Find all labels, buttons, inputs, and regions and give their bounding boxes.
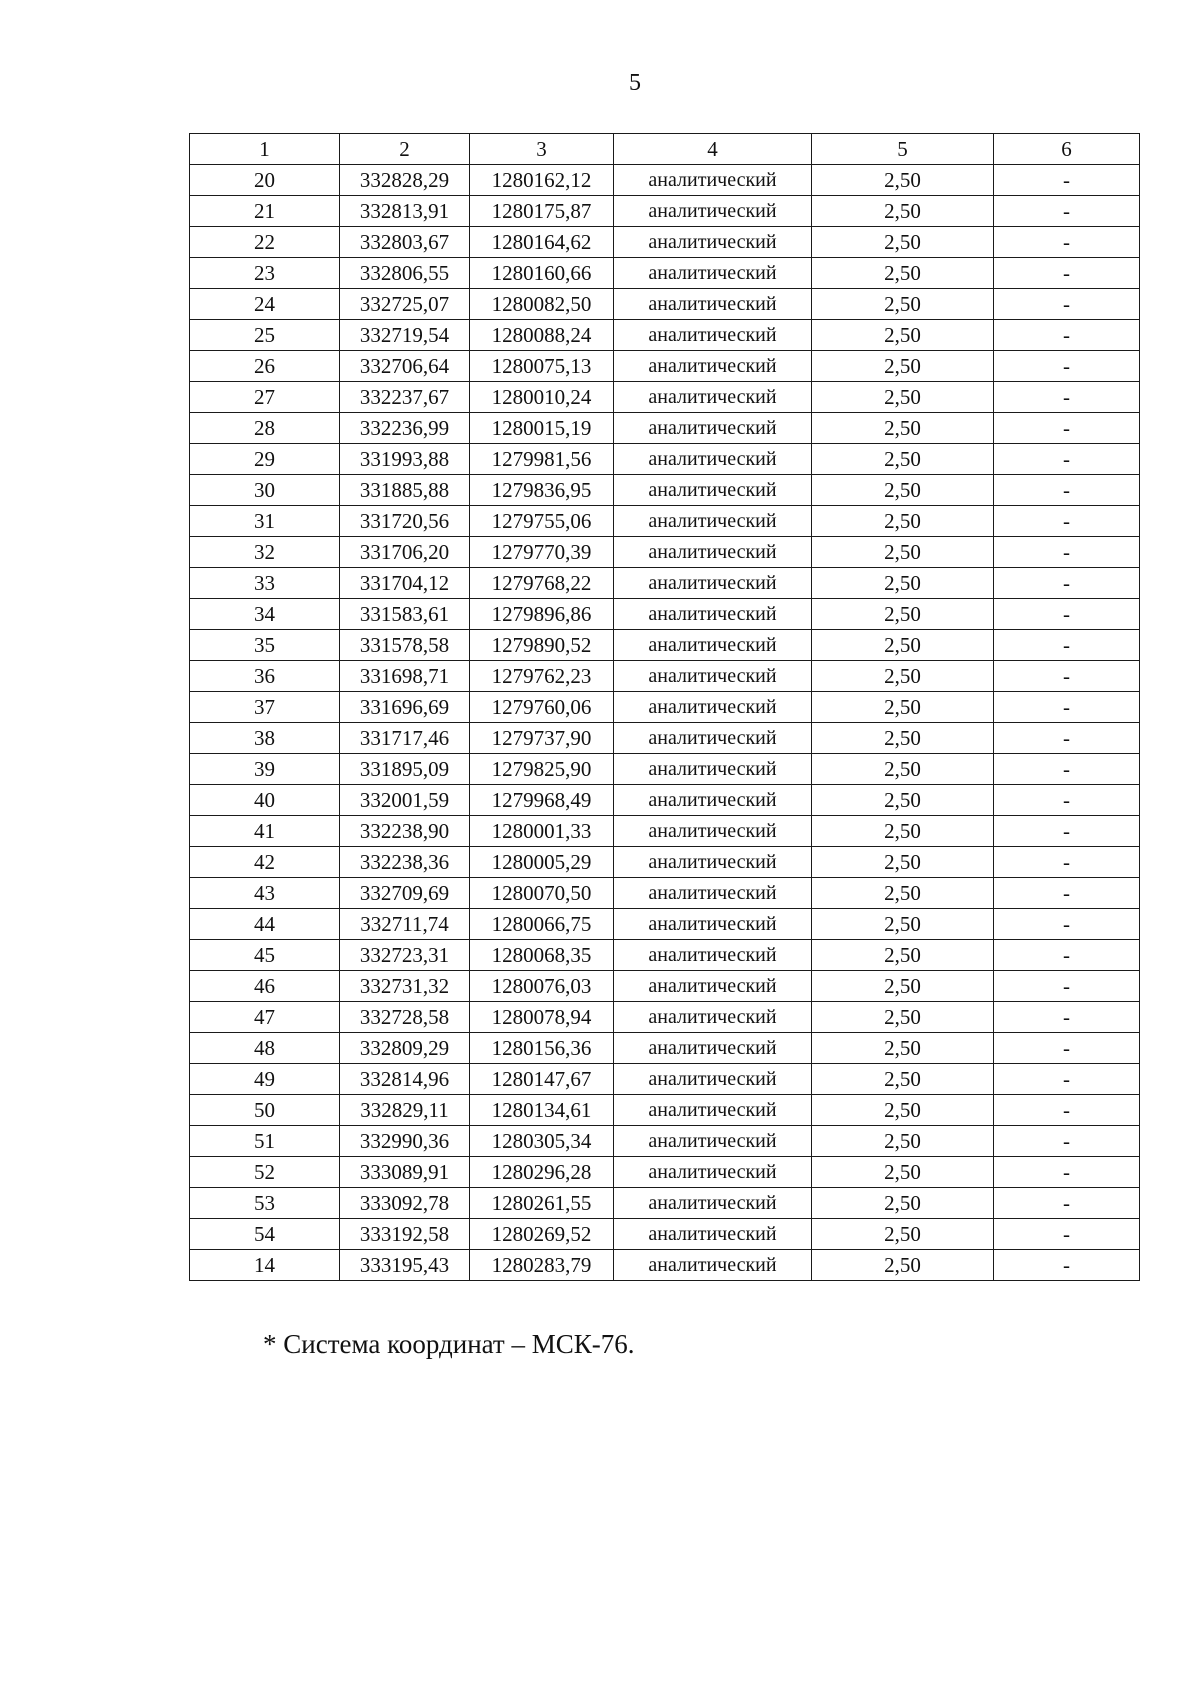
table-row (190, 475, 1140, 506)
point-number-cell: 22 (190, 227, 340, 258)
column-header-2: 2 (340, 134, 470, 165)
y-coordinate-cell: 1279968,49 (470, 785, 614, 816)
note-cell: - (994, 692, 1140, 723)
table-row (190, 816, 1140, 847)
y-coordinate-cell: 1280175,87 (470, 196, 614, 227)
x-coordinate-cell: 332236,99 (340, 413, 470, 444)
accuracy-cell: 2,50 (812, 661, 994, 692)
table-row (190, 1157, 1140, 1188)
accuracy-cell: 2,50 (812, 630, 994, 661)
table-row (190, 971, 1140, 1002)
x-coordinate-cell: 331696,69 (340, 692, 470, 723)
x-coordinate-cell: 332803,67 (340, 227, 470, 258)
note-cell: - (994, 1064, 1140, 1095)
point-number-cell: 33 (190, 568, 340, 599)
x-coordinate-cell: 331578,58 (340, 630, 470, 661)
table-row (190, 165, 1140, 196)
column-header-4: 4 (614, 134, 812, 165)
column-header-3: 3 (470, 134, 614, 165)
x-coordinate-cell: 332238,90 (340, 816, 470, 847)
method-cell: аналитический (614, 568, 812, 599)
accuracy-cell: 2,50 (812, 444, 994, 475)
note-cell: - (994, 909, 1140, 940)
note-cell: - (994, 165, 1140, 196)
table-row (190, 754, 1140, 785)
note-cell: - (994, 1126, 1140, 1157)
note-cell: - (994, 754, 1140, 785)
method-cell: аналитический (614, 940, 812, 971)
point-number-cell: 21 (190, 196, 340, 227)
method-cell: аналитический (614, 909, 812, 940)
accuracy-cell: 2,50 (812, 971, 994, 1002)
y-coordinate-cell: 1280162,12 (470, 165, 614, 196)
column-header-5: 5 (812, 134, 994, 165)
point-number-cell: 43 (190, 878, 340, 909)
accuracy-cell: 2,50 (812, 816, 994, 847)
y-coordinate-cell: 1279896,86 (470, 599, 614, 630)
note-cell: - (994, 661, 1140, 692)
table-row (190, 413, 1140, 444)
x-coordinate-cell: 331885,88 (340, 475, 470, 506)
method-cell: аналитический (614, 382, 812, 413)
point-number-cell: 39 (190, 754, 340, 785)
accuracy-cell: 2,50 (812, 785, 994, 816)
point-number-cell: 45 (190, 940, 340, 971)
method-cell: аналитический (614, 165, 812, 196)
table-row (190, 692, 1140, 723)
note-cell: - (994, 506, 1140, 537)
y-coordinate-cell: 1280160,66 (470, 258, 614, 289)
table-row (190, 1064, 1140, 1095)
accuracy-cell: 2,50 (812, 1188, 994, 1219)
method-cell: аналитический (614, 1219, 812, 1250)
method-cell: аналитический (614, 816, 812, 847)
method-cell: аналитический (614, 1064, 812, 1095)
method-cell: аналитический (614, 1033, 812, 1064)
x-coordinate-cell: 332829,11 (340, 1095, 470, 1126)
x-coordinate-cell: 332723,31 (340, 940, 470, 971)
y-coordinate-cell: 1279760,06 (470, 692, 614, 723)
x-coordinate-cell: 333092,78 (340, 1188, 470, 1219)
table-row (190, 1188, 1140, 1219)
note-cell: - (994, 971, 1140, 1002)
accuracy-cell: 2,50 (812, 165, 994, 196)
accuracy-cell: 2,50 (812, 754, 994, 785)
table-row (190, 599, 1140, 630)
method-cell: аналитический (614, 475, 812, 506)
note-cell: - (994, 444, 1140, 475)
method-cell: аналитический (614, 413, 812, 444)
accuracy-cell: 2,50 (812, 1219, 994, 1250)
note-cell: - (994, 940, 1140, 971)
y-coordinate-cell: 1280068,35 (470, 940, 614, 971)
table-row (190, 506, 1140, 537)
note-cell: - (994, 320, 1140, 351)
note-cell: - (994, 351, 1140, 382)
accuracy-cell: 2,50 (812, 1095, 994, 1126)
y-coordinate-cell: 1279770,39 (470, 537, 614, 568)
point-number-cell: 20 (190, 165, 340, 196)
table-row (190, 289, 1140, 320)
coordinate-system-footnote: * Система координат – МСК-76. (263, 1329, 635, 1359)
table-row (190, 320, 1140, 351)
y-coordinate-cell: 1280070,50 (470, 878, 614, 909)
accuracy-cell: 2,50 (812, 258, 994, 289)
point-number-cell: 27 (190, 382, 340, 413)
table-row (190, 1219, 1140, 1250)
x-coordinate-cell: 332001,59 (340, 785, 470, 816)
accuracy-cell: 2,50 (812, 599, 994, 630)
point-number-cell: 53 (190, 1188, 340, 1219)
x-coordinate-cell: 332806,55 (340, 258, 470, 289)
accuracy-cell: 2,50 (812, 227, 994, 258)
x-coordinate-cell: 333089,91 (340, 1157, 470, 1188)
table-row (190, 196, 1140, 227)
y-coordinate-cell: 1279737,90 (470, 723, 614, 754)
note-cell: - (994, 785, 1140, 816)
note-cell: - (994, 1250, 1140, 1281)
point-number-cell: 35 (190, 630, 340, 661)
note-cell: - (994, 1188, 1140, 1219)
note-cell: - (994, 196, 1140, 227)
table-row (190, 723, 1140, 754)
method-cell: аналитический (614, 847, 812, 878)
accuracy-cell: 2,50 (812, 320, 994, 351)
table-row (190, 847, 1140, 878)
method-cell: аналитический (614, 227, 812, 258)
point-number-cell: 40 (190, 785, 340, 816)
point-number-cell: 32 (190, 537, 340, 568)
method-cell: аналитический (614, 1002, 812, 1033)
point-number-cell: 14 (190, 1250, 340, 1281)
point-number-cell: 48 (190, 1033, 340, 1064)
x-coordinate-cell: 332731,32 (340, 971, 470, 1002)
accuracy-cell: 2,50 (812, 1250, 994, 1281)
method-cell: аналитический (614, 1157, 812, 1188)
method-cell: аналитический (614, 289, 812, 320)
point-number-cell: 51 (190, 1126, 340, 1157)
y-coordinate-cell: 1280283,79 (470, 1250, 614, 1281)
y-coordinate-cell: 1280305,34 (470, 1126, 614, 1157)
method-cell: аналитический (614, 878, 812, 909)
x-coordinate-cell: 332990,36 (340, 1126, 470, 1157)
y-coordinate-cell: 1280075,13 (470, 351, 614, 382)
x-coordinate-cell: 331993,88 (340, 444, 470, 475)
y-coordinate-cell: 1280001,33 (470, 816, 614, 847)
column-header-1: 1 (190, 134, 340, 165)
table-row (190, 909, 1140, 940)
note-cell: - (994, 1219, 1140, 1250)
method-cell: аналитический (614, 506, 812, 537)
method-cell: аналитический (614, 1250, 812, 1281)
y-coordinate-cell: 1280134,61 (470, 1095, 614, 1126)
accuracy-cell: 2,50 (812, 1033, 994, 1064)
point-number-cell: 36 (190, 661, 340, 692)
coordinates-table (189, 133, 1140, 1281)
note-cell: - (994, 382, 1140, 413)
page-number: 5 (629, 70, 641, 96)
x-coordinate-cell: 332814,96 (340, 1064, 470, 1095)
point-number-cell: 31 (190, 506, 340, 537)
point-number-cell: 25 (190, 320, 340, 351)
table-row (190, 1095, 1140, 1126)
x-coordinate-cell: 332238,36 (340, 847, 470, 878)
accuracy-cell: 2,50 (812, 1157, 994, 1188)
note-cell: - (994, 847, 1140, 878)
x-coordinate-cell: 331704,12 (340, 568, 470, 599)
method-cell: аналитический (614, 1188, 812, 1219)
point-number-cell: 23 (190, 258, 340, 289)
table-row (190, 1126, 1140, 1157)
x-coordinate-cell: 331583,61 (340, 599, 470, 630)
accuracy-cell: 2,50 (812, 506, 994, 537)
y-coordinate-cell: 1280147,67 (470, 1064, 614, 1095)
accuracy-cell: 2,50 (812, 382, 994, 413)
y-coordinate-cell: 1279755,06 (470, 506, 614, 537)
note-cell: - (994, 475, 1140, 506)
y-coordinate-cell: 1280156,36 (470, 1033, 614, 1064)
method-cell: аналитический (614, 723, 812, 754)
y-coordinate-cell: 1280015,19 (470, 413, 614, 444)
x-coordinate-cell: 332719,54 (340, 320, 470, 351)
accuracy-cell: 2,50 (812, 413, 994, 444)
point-number-cell: 47 (190, 1002, 340, 1033)
method-cell: аналитический (614, 320, 812, 351)
x-coordinate-cell: 331698,71 (340, 661, 470, 692)
y-coordinate-cell: 1280269,52 (470, 1219, 614, 1250)
table-row (190, 1250, 1140, 1281)
method-cell: аналитический (614, 692, 812, 723)
accuracy-cell: 2,50 (812, 847, 994, 878)
method-cell: аналитический (614, 1126, 812, 1157)
accuracy-cell: 2,50 (812, 475, 994, 506)
table-row (190, 537, 1140, 568)
point-number-cell: 54 (190, 1219, 340, 1250)
y-coordinate-cell: 1280088,24 (470, 320, 614, 351)
table-row (190, 630, 1140, 661)
x-coordinate-cell: 332813,91 (340, 196, 470, 227)
method-cell: аналитический (614, 537, 812, 568)
method-cell: аналитический (614, 1095, 812, 1126)
x-coordinate-cell: 332809,29 (340, 1033, 470, 1064)
method-cell: аналитический (614, 785, 812, 816)
accuracy-cell: 2,50 (812, 1002, 994, 1033)
point-number-cell: 29 (190, 444, 340, 475)
x-coordinate-cell: 333195,43 (340, 1250, 470, 1281)
table-row (190, 382, 1140, 413)
accuracy-cell: 2,50 (812, 289, 994, 320)
accuracy-cell: 2,50 (812, 692, 994, 723)
note-cell: - (994, 258, 1140, 289)
note-cell: - (994, 1033, 1140, 1064)
accuracy-cell: 2,50 (812, 351, 994, 382)
x-coordinate-cell: 331706,20 (340, 537, 470, 568)
y-coordinate-cell: 1279762,23 (470, 661, 614, 692)
note-cell: - (994, 1002, 1140, 1033)
point-number-cell: 49 (190, 1064, 340, 1095)
table-row (190, 785, 1140, 816)
y-coordinate-cell: 1280261,55 (470, 1188, 614, 1219)
accuracy-cell: 2,50 (812, 878, 994, 909)
point-number-cell: 38 (190, 723, 340, 754)
x-coordinate-cell: 332709,69 (340, 878, 470, 909)
table-header (190, 134, 1140, 165)
note-cell: - (994, 537, 1140, 568)
x-coordinate-cell: 331895,09 (340, 754, 470, 785)
table-row (190, 568, 1140, 599)
point-number-cell: 24 (190, 289, 340, 320)
x-coordinate-cell: 331717,46 (340, 723, 470, 754)
x-coordinate-cell: 333192,58 (340, 1219, 470, 1250)
table-row (190, 227, 1140, 258)
x-coordinate-cell: 332711,74 (340, 909, 470, 940)
note-cell: - (994, 1095, 1140, 1126)
method-cell: аналитический (614, 630, 812, 661)
note-cell: - (994, 816, 1140, 847)
note-cell: - (994, 227, 1140, 258)
point-number-cell: 37 (190, 692, 340, 723)
point-number-cell: 26 (190, 351, 340, 382)
point-number-cell: 44 (190, 909, 340, 940)
point-number-cell: 46 (190, 971, 340, 1002)
accuracy-cell: 2,50 (812, 196, 994, 227)
y-coordinate-cell: 1280010,24 (470, 382, 614, 413)
x-coordinate-cell: 332728,58 (340, 1002, 470, 1033)
accuracy-cell: 2,50 (812, 723, 994, 754)
y-coordinate-cell: 1280296,28 (470, 1157, 614, 1188)
method-cell: аналитический (614, 599, 812, 630)
note-cell: - (994, 630, 1140, 661)
x-coordinate-cell: 331720,56 (340, 506, 470, 537)
point-number-cell: 34 (190, 599, 340, 630)
method-cell: аналитический (614, 971, 812, 1002)
point-number-cell: 30 (190, 475, 340, 506)
column-header-6: 6 (994, 134, 1140, 165)
table-row (190, 878, 1140, 909)
y-coordinate-cell: 1280082,50 (470, 289, 614, 320)
y-coordinate-cell: 1280076,03 (470, 971, 614, 1002)
table-row (190, 351, 1140, 382)
point-number-cell: 52 (190, 1157, 340, 1188)
table-row (190, 1002, 1140, 1033)
method-cell: аналитический (614, 351, 812, 382)
method-cell: аналитический (614, 258, 812, 289)
note-cell: - (994, 878, 1140, 909)
header-row (190, 134, 1140, 165)
table-row (190, 940, 1140, 971)
note-cell: - (994, 413, 1140, 444)
x-coordinate-cell: 332725,07 (340, 289, 470, 320)
x-coordinate-cell: 332828,29 (340, 165, 470, 196)
table-row (190, 1033, 1140, 1064)
point-number-cell: 42 (190, 847, 340, 878)
accuracy-cell: 2,50 (812, 1126, 994, 1157)
table-row (190, 444, 1140, 475)
accuracy-cell: 2,50 (812, 537, 994, 568)
method-cell: аналитический (614, 444, 812, 475)
y-coordinate-cell: 1280164,62 (470, 227, 614, 258)
accuracy-cell: 2,50 (812, 568, 994, 599)
method-cell: аналитический (614, 754, 812, 785)
y-coordinate-cell: 1279981,56 (470, 444, 614, 475)
note-cell: - (994, 289, 1140, 320)
table-body (190, 165, 1140, 1281)
point-number-cell: 50 (190, 1095, 340, 1126)
table-row (190, 258, 1140, 289)
accuracy-cell: 2,50 (812, 940, 994, 971)
note-cell: - (994, 723, 1140, 754)
y-coordinate-cell: 1280005,29 (470, 847, 614, 878)
note-cell: - (994, 568, 1140, 599)
table-row (190, 661, 1140, 692)
y-coordinate-cell: 1279890,52 (470, 630, 614, 661)
x-coordinate-cell: 332237,67 (340, 382, 470, 413)
method-cell: аналитический (614, 661, 812, 692)
note-cell: - (994, 1157, 1140, 1188)
method-cell: аналитический (614, 196, 812, 227)
accuracy-cell: 2,50 (812, 909, 994, 940)
accuracy-cell: 2,50 (812, 1064, 994, 1095)
y-coordinate-cell: 1279836,95 (470, 475, 614, 506)
x-coordinate-cell: 332706,64 (340, 351, 470, 382)
point-number-cell: 41 (190, 816, 340, 847)
y-coordinate-cell: 1280078,94 (470, 1002, 614, 1033)
point-number-cell: 28 (190, 413, 340, 444)
y-coordinate-cell: 1280066,75 (470, 909, 614, 940)
y-coordinate-cell: 1279768,22 (470, 568, 614, 599)
note-cell: - (994, 599, 1140, 630)
y-coordinate-cell: 1279825,90 (470, 754, 614, 785)
